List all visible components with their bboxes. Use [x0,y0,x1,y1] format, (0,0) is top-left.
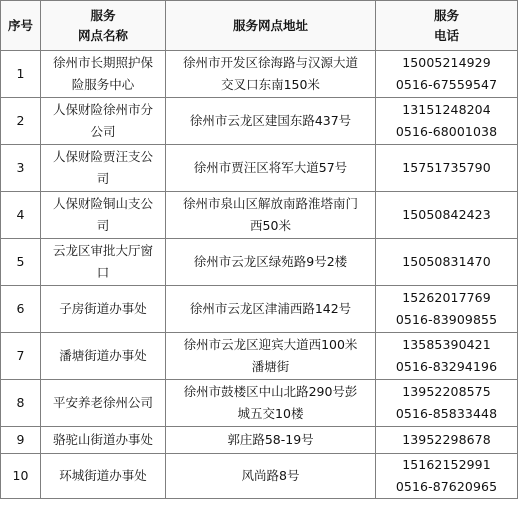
cell-address-line: 郭庄路58-19号 [227,432,314,447]
header-name-line2: 网点名称 [77,27,128,43]
table-row [1,380,518,427]
cell-service-point-name-line: 平安养老徐州公司 [52,395,153,410]
cell-service-point-name [41,145,166,192]
header-name-line1: 服务 [90,7,116,23]
cell-phone-line: 13151248204 [402,102,491,117]
header-phone [376,1,518,51]
cell-phone-line: 13585390421 [402,337,491,352]
table-row [1,51,518,98]
table-row [1,192,518,239]
cell-service-point-name-line: 潘塘街道办事处 [59,348,147,363]
table-row [1,98,518,145]
cell-service-point-name-line: 徐州市长期照护保 [52,55,153,70]
cell-address [166,51,376,98]
cell-phone [376,192,518,239]
cell-index: 4 [1,192,41,239]
cell-index: 8 [1,380,41,427]
cell-service-point-name [41,333,166,380]
cell-address [166,192,376,239]
cell-address-line: 潘塘街 [251,359,290,374]
cell-address [166,427,376,454]
cell-service-point-name [41,98,166,145]
cell-phone-line: 0516-67559547 [395,77,498,92]
cell-address-line: 徐州市云龙区迎宾大道西100米 [183,337,358,352]
cell-phone-line: 0516-87620965 [395,479,498,494]
cell-address-line: 徐州市贾汪区将军大道57号 [193,160,348,175]
header-name [41,1,166,51]
header-address: 服务网点地址 [166,1,376,51]
cell-service-point-name [41,427,166,454]
cell-service-point-name-line: 口 [96,265,110,280]
cell-service-point-name-line: 环城街道办事处 [59,468,147,483]
cell-phone-line: 0516-68001038 [395,124,498,139]
cell-service-point-name [41,454,166,499]
cell-service-point-name-line: 司 [96,171,110,186]
cell-address-line: 风尚路8号 [241,468,300,483]
cell-address-line: 城五交10楼 [237,406,304,421]
cell-phone [376,239,518,286]
header-phone-line2: 电话 [433,27,459,43]
cell-phone-line: 15050842423 [402,207,491,222]
table-row [1,454,518,499]
cell-address [166,145,376,192]
header-index: 序号 [1,1,41,51]
header-row [1,1,518,51]
cell-service-point-name [41,380,166,427]
cell-address-line: 徐州市云龙区津浦西路142号 [189,301,352,316]
cell-address-line: 徐州市泉山区解放南路淮塔南门 [182,196,358,211]
cell-address [166,239,376,286]
cell-address [166,454,376,499]
cell-index: 7 [1,333,41,380]
cell-service-point-name-line: 险服务中心 [71,77,135,92]
cell-phone-line: 15050831470 [402,254,491,269]
cell-phone [376,51,518,98]
cell-address-line: 西50米 [250,218,291,233]
cell-phone-line: 15162152991 [402,457,491,472]
cell-phone-line: 15005214929 [402,55,491,70]
cell-service-point-name [41,51,166,98]
cell-index: 5 [1,239,41,286]
cell-phone [376,98,518,145]
cell-service-point-name [41,286,166,333]
cell-address-line: 徐州市云龙区建国东路437号 [189,113,352,128]
cell-phone [376,454,518,499]
cell-address-line: 徐州市云龙区绿苑路9号2楼 [193,254,348,269]
cell-phone [376,333,518,380]
cell-service-point-name-line: 子房街道办事处 [59,301,147,316]
cell-phone-line: 15751735790 [402,160,491,175]
cell-phone-line: 15262017769 [402,290,491,305]
cell-index: 10 [1,454,41,499]
cell-service-point-name-line: 人保财险贾汪支公 [52,149,153,164]
cell-phone [376,286,518,333]
cell-service-point-name-line: 人保财险铜山支公 [52,196,153,211]
cell-index: 3 [1,145,41,192]
cell-phone [376,380,518,427]
cell-address-line: 徐州市开发区徐海路与汉源大道 [182,55,358,70]
cell-phone-line: 0516-85833448 [395,406,498,421]
table-row [1,145,518,192]
table-row [1,239,518,286]
cell-phone-line: 0516-83294196 [395,359,498,374]
table-row [1,286,518,333]
cell-service-point-name [41,239,166,286]
table-row [1,427,518,454]
cell-service-point-name [41,192,166,239]
cell-phone [376,145,518,192]
header-phone-line1: 服务 [433,7,459,23]
cell-address-line: 徐州市鼓楼区中山北路290号彭 [183,384,358,399]
table-body [1,51,518,499]
table-row [1,333,518,380]
cell-address [166,98,376,145]
cell-index: 2 [1,98,41,145]
cell-phone-line: 13952298678 [402,432,491,447]
cell-phone-line: 0516-83909855 [395,312,498,327]
cell-address [166,380,376,427]
cell-phone [376,427,518,454]
cell-address [166,333,376,380]
cell-service-point-name-line: 骆驼山街道办事处 [52,432,153,447]
cell-address [166,286,376,333]
cell-service-point-name-line: 人保财险徐州市分 [52,102,153,117]
cell-service-point-name-line: 公司 [90,124,116,139]
table-header [1,1,518,51]
cell-address-line: 交叉口东南150米 [221,77,320,92]
cell-service-point-name-line: 云龙区审批大厅窗 [52,243,153,258]
cell-index: 9 [1,427,41,454]
cell-index: 6 [1,286,41,333]
cell-phone-line: 13952208575 [402,384,491,399]
cell-index: 1 [1,51,41,98]
cell-service-point-name-line: 司 [96,218,110,233]
